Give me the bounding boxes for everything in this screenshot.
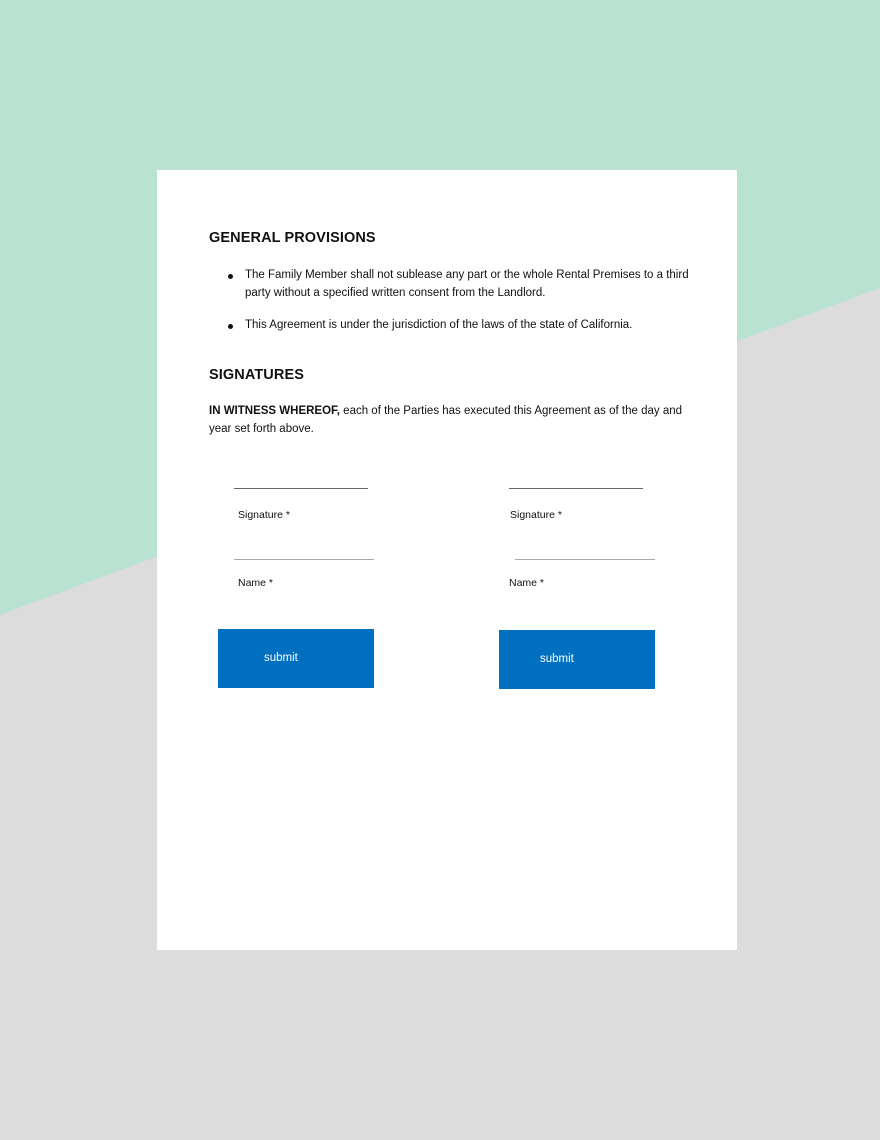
- list-item: [209, 267, 689, 302]
- left-signature-label: Signature *: [238, 509, 290, 521]
- signatures-heading: SIGNATURES: [209, 367, 304, 383]
- witness-text: each of the Parties has executed this Agreement as of the day and year set forth above.: [209, 405, 683, 435]
- right-signature-label: Signature *: [510, 509, 562, 521]
- document-page: [157, 170, 737, 950]
- right-signature-line[interactable]: [509, 488, 643, 489]
- right-submit-button[interactable]: [499, 630, 655, 689]
- right-name-label: Name *: [509, 577, 545, 589]
- left-name-line[interactable]: [234, 559, 374, 560]
- left-signature-line[interactable]: [234, 488, 368, 489]
- provision-text: This Agreement is under the jurisdiction of the laws of the state of California.: [245, 319, 633, 331]
- submit-button-label: submit: [540, 653, 574, 665]
- general-provisions-heading: GENERAL PROVISIONS: [209, 230, 376, 246]
- right-name-line[interactable]: [515, 559, 655, 560]
- left-submit-button[interactable]: [218, 629, 374, 688]
- witness-paragraph: [209, 403, 689, 438]
- bullet-icon: [228, 274, 233, 279]
- bullet-icon: [228, 324, 233, 329]
- left-name-label: Name *: [238, 577, 274, 589]
- witness-bold: IN WITNESS WHEREOF,: [209, 405, 340, 417]
- submit-button-label: submit: [264, 652, 298, 664]
- list-item: [209, 317, 689, 335]
- provisions-list: [209, 267, 689, 350]
- provision-text: The Family Member shall not sublease any part or the whole Rental Premises to a third party without a specified written consent from the Landlord.: [245, 269, 689, 299]
